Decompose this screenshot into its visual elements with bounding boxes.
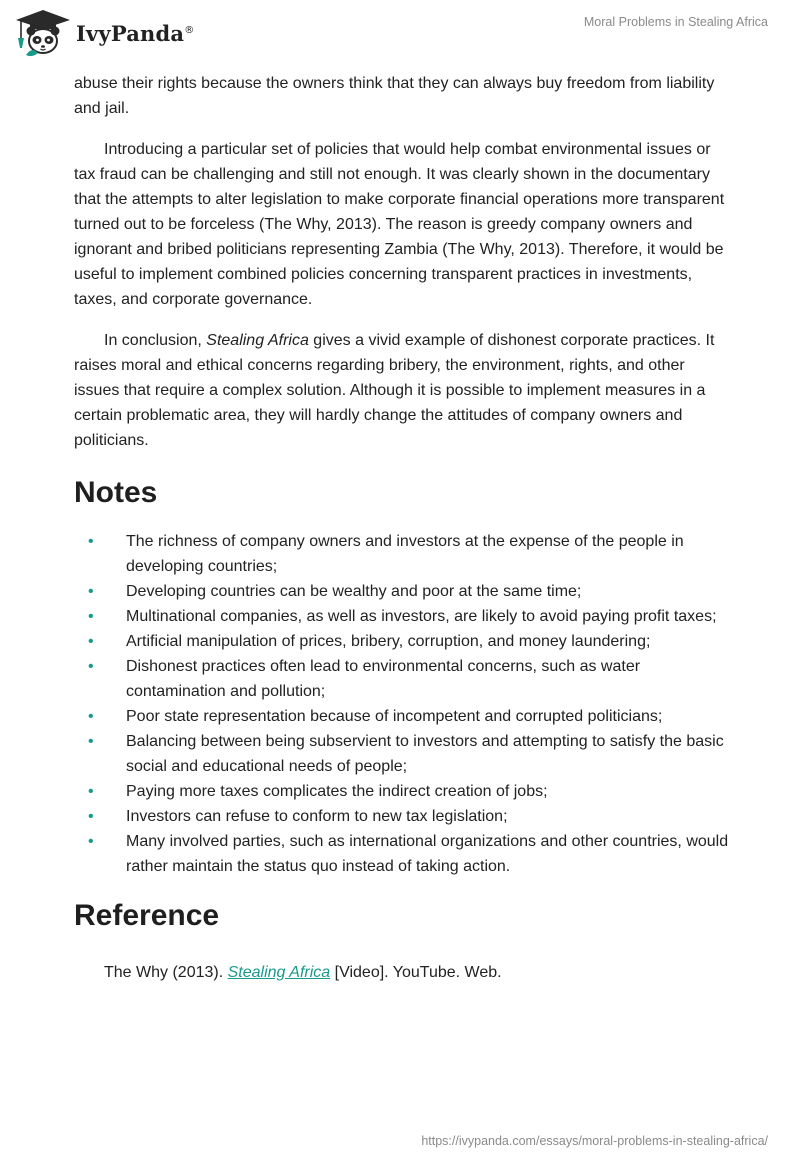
ivypanda-logo[interactable] bbox=[14, 8, 194, 58]
panda-graduate-icon bbox=[14, 8, 72, 58]
notes-item bbox=[74, 629, 734, 654]
brand-registered-mark: ® bbox=[184, 24, 195, 36]
notes-item-text: Poor state representation because of incompetent and corrupted politicians; bbox=[126, 708, 663, 725]
notes-item bbox=[74, 729, 734, 779]
notes-heading: Notes bbox=[74, 476, 158, 509]
reference-entry bbox=[74, 960, 734, 985]
brand-name: IvyPanda® bbox=[76, 20, 195, 46]
reference-title-link[interactable]: Stealing Africa bbox=[227, 964, 331, 981]
bullet-icon: • bbox=[88, 833, 94, 850]
notes-item-text: Investors can refuse to conform to new tax legislation; bbox=[126, 808, 508, 825]
notes-item bbox=[74, 579, 734, 604]
notes-list bbox=[74, 529, 734, 879]
bullet-icon: • bbox=[88, 708, 94, 725]
essay-content bbox=[74, 71, 734, 985]
reference-author: The Why (2013). bbox=[104, 964, 228, 981]
notes-item-text: Balancing between being subservient to investors and attempting to satisfy the basic social and educational needs of people; bbox=[126, 733, 724, 775]
notes-item-text: Many involved parties, such as international organizations and other countries, would rather maintain the status quo instead of taking action. bbox=[126, 833, 729, 875]
notes-item bbox=[74, 654, 734, 704]
notes-item bbox=[74, 804, 734, 829]
notes-item-text: Artificial manipulation of prices, bribery, corruption, and money laundering; bbox=[126, 633, 651, 650]
notes-item bbox=[74, 529, 734, 579]
bullet-icon: • bbox=[88, 633, 94, 650]
notes-item bbox=[74, 604, 734, 629]
bullet-icon: • bbox=[88, 733, 94, 750]
notes-item-text: Paying more taxes complicates the indirect creation of jobs; bbox=[126, 783, 548, 800]
notes-item-text: The richness of company owners and investors at the expense of the people in developing countries; bbox=[126, 533, 684, 575]
notes-item-text: Dishonest practices often lead to environmental concerns, such as water contamination and pollution; bbox=[126, 658, 641, 700]
bullet-icon: • bbox=[88, 658, 94, 675]
paragraph-policies: Introducing a particular set of policies that would help combat environmental issues or tax fraud can be challenging and still not enough. It was clearly shown in the documentary that the attempts to alter legislation to make corporate financial operations more transparent turned out to be forceless (The Why, 2013). The reason is greedy company owners and ignorant and bribed politicians representing Zambia (The Why, 2013). Therefore, it would be useful to implement combined policies concerning transparent practices in investments, taxes, and corporate governance. bbox=[74, 141, 725, 308]
bullet-icon: • bbox=[88, 583, 94, 600]
conclusion-lead: In conclusion, bbox=[104, 332, 207, 349]
notes-item bbox=[74, 704, 734, 729]
paragraph-conclusion bbox=[74, 328, 734, 453]
page-header bbox=[0, 0, 800, 70]
bullet-icon: • bbox=[88, 808, 94, 825]
bullet-icon: • bbox=[88, 783, 94, 800]
notes-item-text: Developing countries can be wealthy and poor at the same time; bbox=[126, 583, 582, 600]
paragraph-continued: abuse their rights because the owners think that they can always buy freedom from liability and jail. bbox=[74, 75, 715, 117]
conclusion-rest: gives a vivid example of dishonest corporate practices. It raises moral and ethical concerns regarding bribery, the environment, rights, and other issues that require a complex solution. Although it is possible to implement measures in a certain problematic area, they will hardly change the attitudes of company owners and politicians. bbox=[74, 332, 715, 449]
reference-heading: Reference bbox=[74, 899, 220, 932]
notes-item-text: Multinational companies, as well as investors, are likely to avoid paying profit taxes; bbox=[126, 608, 717, 625]
notes-item bbox=[74, 829, 734, 879]
conclusion-film-title: Stealing Africa bbox=[206, 332, 309, 349]
footer-url[interactable]: https://ivypanda.com/essays/moral-problems-in-stealing-africa/ bbox=[421, 1134, 768, 1148]
bullet-icon: • bbox=[88, 608, 94, 625]
bullet-icon: • bbox=[88, 533, 94, 550]
reference-tail: [Video]. YouTube. Web. bbox=[330, 964, 502, 981]
document-title: Moral Problems in Stealing Africa bbox=[583, 15, 768, 29]
notes-item bbox=[74, 779, 734, 804]
